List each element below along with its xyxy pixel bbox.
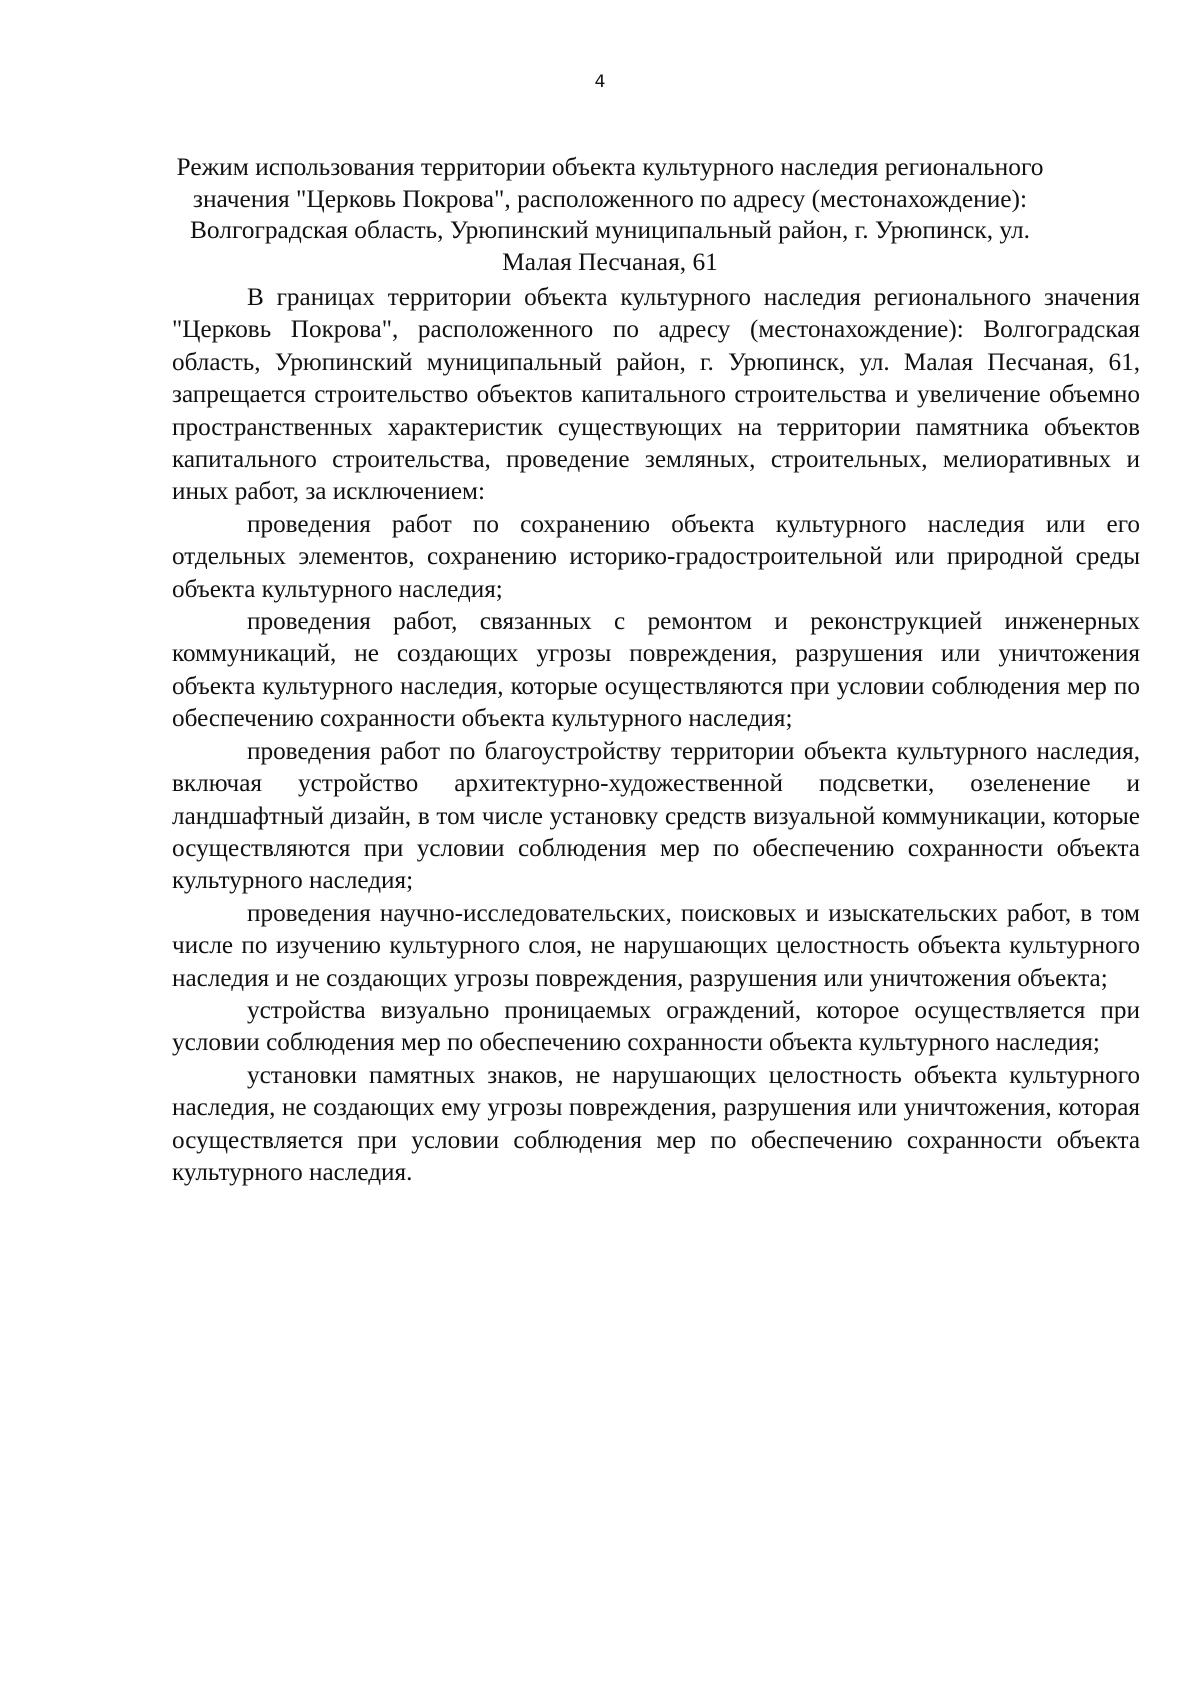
document-body bbox=[172, 282, 1140, 1189]
document-heading: Режим использования территории объекта культурного наследия регионального значения "Церковь Покрова", расположенного по адресу (местонахождение): Волгоградская область, Урюпинский муниципальный район, г. Урюпинск, ул. Малая Песчаная, 61 bbox=[176, 153, 1044, 276]
paragraph-exception-4: проведения научно-исследовательских, поисковых и изыскательских работ, в том числе по изучению культурного слоя, не нарушающих целостность объекта культурного наследия и не создающих угрозы повреждения, разрушения или уничтожения объекта; bbox=[172, 899, 1140, 992]
paragraph-intro: В границах территории объекта культурного наследия регионального значения "Церковь Покрова", расположенного по адресу (местонахождение): Волгоградская область, Урюпинский муниципальный район, г. Урюпинск, ул. Малая Песчаная, 61, запрещается строительство объектов капитального строительства и увеличение объемно пространственных характеристик существующих на территории памятника объектов капитального строительства, проведение земляных, строительных, мелиоративных и иных работ, за исключением: bbox=[172, 284, 1140, 506]
paragraph-exception-5: устройства визуально проницаемых ограждений, которое осуществляется при условии соблюдения мер по обеспечению сохранности объекта культурного наследия; bbox=[172, 996, 1140, 1057]
paragraph-exception-2: проведения работ, связанных с ремонтом и реконструкцией инженерных коммуникаций, не создающих угрозы повреждения, разрушения или уничтожения объекта культурного наследия, которые осуществляются при условии соблюдения мер по обеспечению сохранности объекта культурного наследия; bbox=[172, 608, 1140, 733]
paragraph-exception-3: проведения работ по благоустройству территории объекта культурного наследия, включая устройство архитектурно-художественной подсветки, озеленение и ландшафтный дизайн, в том числе установку средств визуальной коммуникации, которые осуществляются при условии соблюдения мер по обеспечению сохранности объекта культурного наследия; bbox=[172, 737, 1140, 895]
page-number: 4 bbox=[594, 72, 606, 92]
paragraph-exception-1: проведения работ по сохранению объекта культурного наследия или его отдельных элементов, сохранению историко-градостроительной или природной среды объекта культурного наследия; bbox=[172, 510, 1140, 603]
paragraph-exception-6: установки памятных знаков, не нарушающих целостность объекта культурного наследия, не создающих ему угрозы повреждения, разрушения или уничтожения, которая осуществляется при условии соблюдения мер по обеспечению сохранности объекта культурного наследия. bbox=[172, 1061, 1140, 1186]
